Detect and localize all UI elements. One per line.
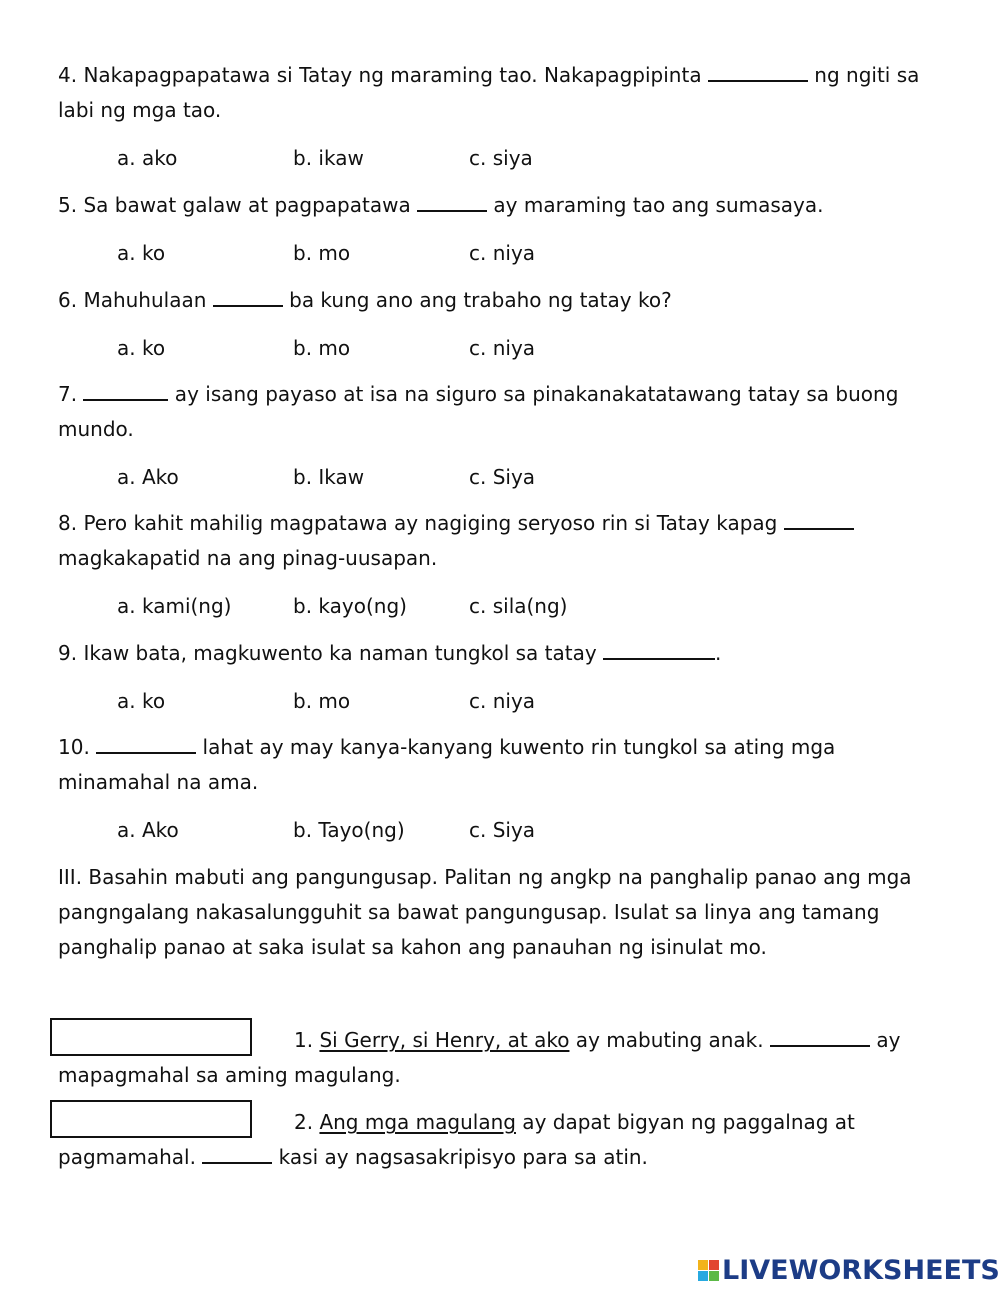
- choice-b[interactable]: b. Ikaw: [293, 465, 365, 489]
- choices-9: [117, 686, 717, 716]
- choice-c[interactable]: c. siya: [469, 146, 533, 170]
- question-text: 5. Sa bawat galaw at pagpapatawa: [58, 193, 418, 217]
- logo-icon: [698, 1260, 719, 1281]
- choice-a[interactable]: a. ko: [117, 689, 166, 713]
- question-text: ay isang payaso at isa na siguro sa pinakanakatatawang tatay sa buong mundo.: [58, 382, 899, 441]
- choice-c[interactable]: c. niya: [469, 336, 536, 360]
- question-text: lahat ay may kanya-kanyang kuwento rin tungkol sa ating mga minamahal na ama.: [58, 735, 836, 794]
- question-9: [58, 636, 938, 671]
- choice-c[interactable]: c. niya: [469, 689, 536, 713]
- question-text: 7.: [58, 382, 84, 406]
- answer-blank[interactable]: [96, 734, 196, 754]
- choices-6: [117, 333, 717, 363]
- question-text: ng ngiti sa labi ng mga tao.: [58, 63, 920, 122]
- choices-7: [117, 462, 717, 492]
- question-text: 9. Ikaw bata, magkuwento ka naman tungkol sa tatay: [58, 641, 604, 665]
- choice-b[interactable]: b. mo: [293, 241, 351, 265]
- question-text: ba kung ano ang trabaho ng tatay ko?: [282, 288, 672, 312]
- answer-blank[interactable]: [202, 1144, 272, 1164]
- choice-b[interactable]: b. ikaw: [293, 146, 364, 170]
- answer-blank[interactable]: [83, 381, 168, 401]
- choices-8: [117, 591, 717, 621]
- section-3-item-2: [58, 1105, 938, 1175]
- item-number: 1.: [294, 1028, 320, 1052]
- logo-text: LIVEWORKSHEETS: [722, 1254, 1000, 1286]
- choice-b[interactable]: b. Tayo(ng): [293, 818, 405, 842]
- question-text: 4. Nakapagpapatawa si Tatay ng maraming tao. Nakapagpipinta: [58, 63, 708, 87]
- question-text: magkakapatid na ang pinag-uusapan.: [58, 546, 438, 570]
- answer-blank[interactable]: [770, 1027, 870, 1047]
- choices-5: [117, 238, 717, 268]
- question-text: ay maraming tao ang sumasaya.: [487, 193, 824, 217]
- question-text: 10.: [58, 735, 97, 759]
- question-10: [58, 730, 938, 800]
- underlined-noun: Ang mga magulang: [319, 1110, 516, 1134]
- section-3-instructions: III. Basahin mabuti ang pangungusap. Palitan ng angkp na panghalip panao ang mga pangngalang nakasalungguhit sa bawat pangungusap. Isulat sa linya ang tamang panghalip panao at saka isulat sa kahon ang panauhan ng isinulat mo.: [58, 865, 912, 959]
- question-text: 6. Mahuhulaan: [58, 288, 213, 312]
- choices-10: [117, 815, 717, 845]
- question-text: .: [715, 641, 722, 665]
- item-text: ay mapagmahal sa aming magulang.: [58, 1028, 901, 1087]
- question-4: [58, 58, 938, 128]
- choice-a[interactable]: a. ko: [117, 336, 166, 360]
- choice-b[interactable]: b. mo: [293, 689, 351, 713]
- choice-c[interactable]: c. Siya: [469, 465, 536, 489]
- liveworksheets-logo: [698, 1255, 1000, 1285]
- answer-blank[interactable]: [603, 640, 715, 660]
- question-6: [58, 283, 938, 318]
- choices-4: [117, 143, 717, 173]
- choice-a[interactable]: a. Ako: [117, 818, 179, 842]
- choice-b[interactable]: b. mo: [293, 336, 351, 360]
- choice-c[interactable]: c. niya: [469, 241, 536, 265]
- choice-a[interactable]: a. ko: [117, 241, 166, 265]
- item-text: ay mabuting anak.: [569, 1028, 770, 1052]
- choice-a[interactable]: a. Ako: [117, 465, 179, 489]
- underlined-noun: Si Gerry, si Henry, at ako: [319, 1028, 570, 1052]
- question-5: [58, 188, 938, 223]
- item-text: ay dapat bigyan ng paggalnag at pagmamahal.: [58, 1110, 855, 1169]
- choice-c[interactable]: c. sila(ng): [469, 594, 568, 618]
- question-8: [58, 506, 938, 576]
- choice-a[interactable]: a. ako: [117, 146, 178, 170]
- question-7: [58, 377, 938, 447]
- choice-a[interactable]: a. kami(ng): [117, 594, 232, 618]
- answer-blank[interactable]: [213, 287, 283, 307]
- item-text: kasi ay nagsasakripisyo para sa atin.: [272, 1145, 648, 1169]
- answer-blank[interactable]: [784, 510, 854, 530]
- section-3-item-1: [58, 1023, 938, 1093]
- choice-c[interactable]: c. Siya: [469, 818, 536, 842]
- answer-blank[interactable]: [708, 62, 808, 82]
- choice-b[interactable]: b. kayo(ng): [293, 594, 407, 618]
- answer-blank[interactable]: [417, 192, 487, 212]
- item-number: 2.: [294, 1110, 320, 1134]
- question-text: 8. Pero kahit mahilig magpatawa ay nagiging seryoso rin si Tatay kapag: [58, 511, 784, 535]
